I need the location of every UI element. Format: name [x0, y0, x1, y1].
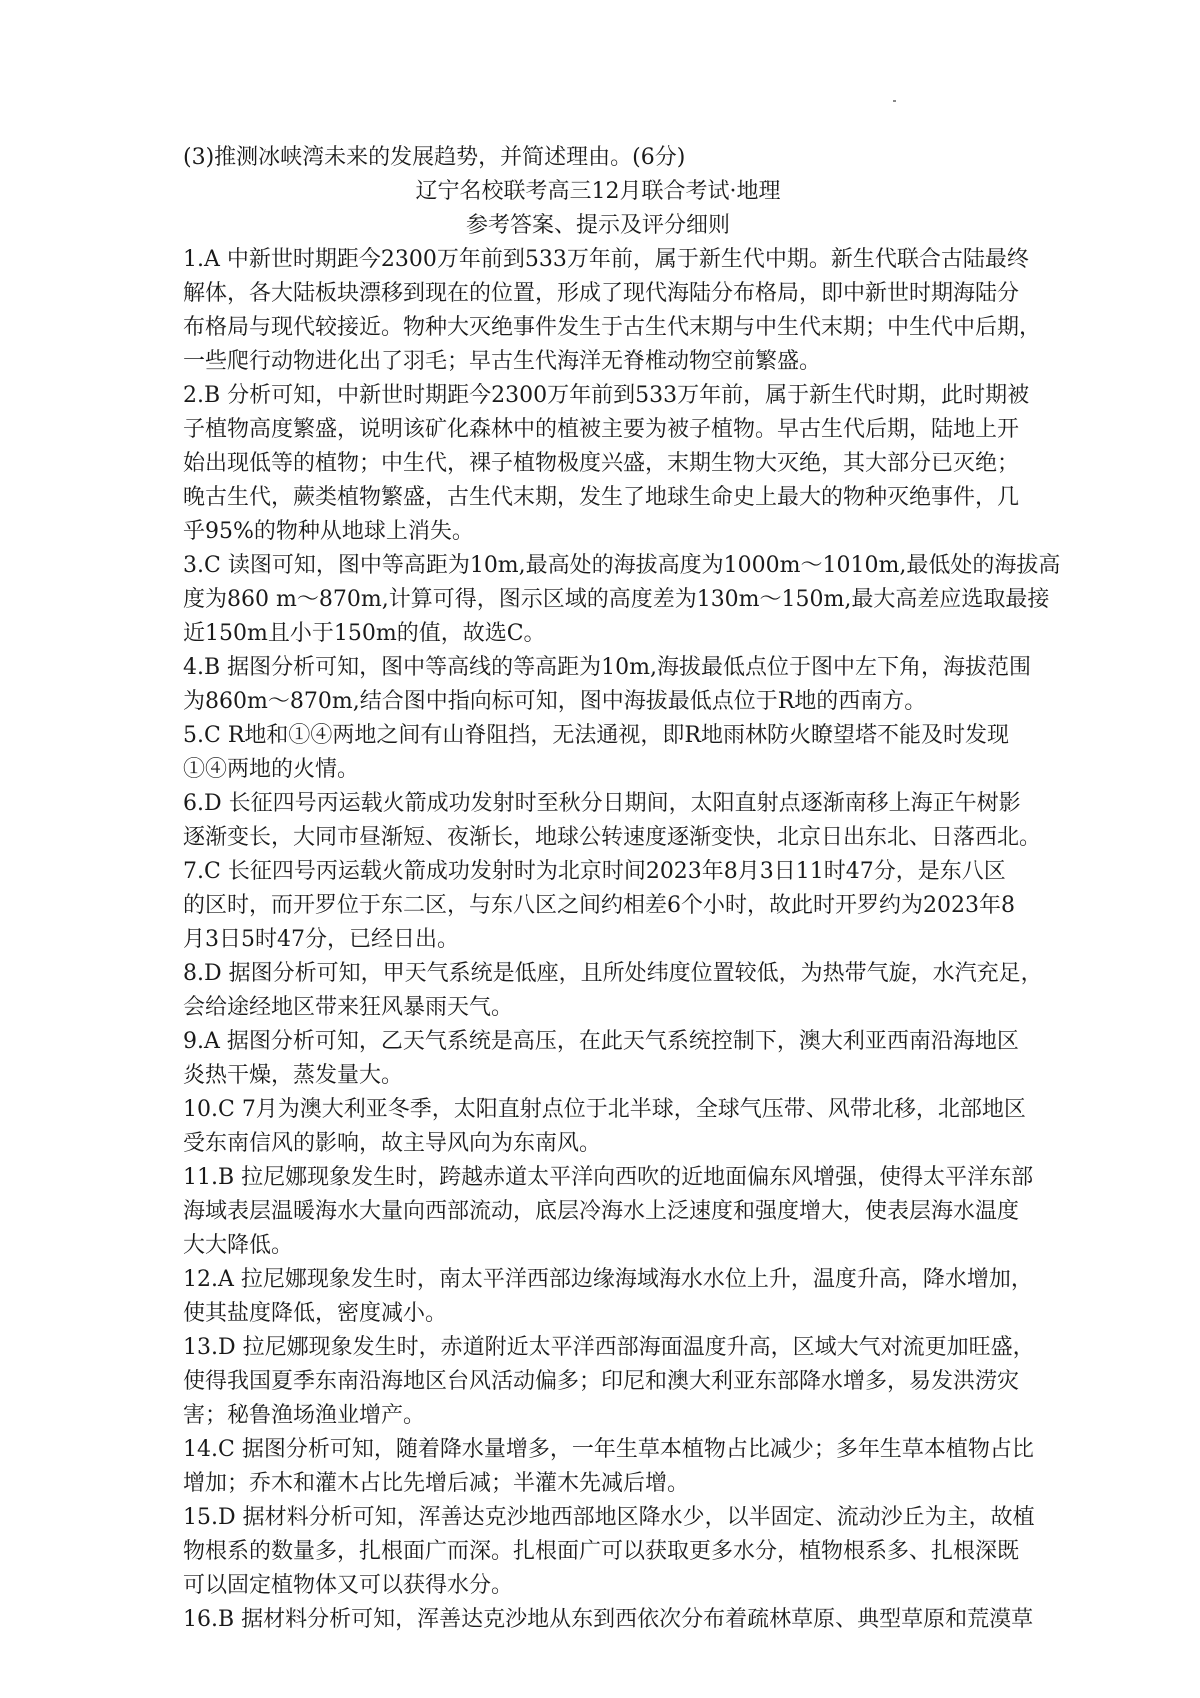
answer-item — [183, 1603, 1033, 1637]
answer-line: 8.D 据图分析可知，甲天气系统是低座，且所处纬度位置较低，为热带气旋，水汽充足， — [183, 961, 1043, 986]
answer-line: 使得我国夏季东南沿海地区台风活动偏多；印尼和澳大利亚东部降水增多，易发洪涝灾 — [183, 1369, 1020, 1394]
answer-item — [183, 787, 1042, 855]
answer-line: 物根系的数量多，扎根面广而深。扎根面广可以获取更多水分，植物根系多、扎根深既 — [183, 1539, 1020, 1564]
answer-line: 害；秘鲁渔场渔业增产。 — [183, 1403, 426, 1428]
answer-line: 使其盐度降低，密度减小。 — [183, 1301, 448, 1326]
answer-line: 近150m且小于150m的值，故选C。 — [183, 621, 546, 646]
exam-title: 辽宁名校联考高三12月联合考试·地理 — [415, 179, 781, 204]
answer-line: 16.B 据材料分析可知，浑善达克沙地从东到西依次分布着疏林草原、典型草原和荒漠草 — [183, 1607, 1034, 1632]
answer-line: 的区时，而开罗位于东二区，与东八区之间约相差6个小时，故此时开罗约为2023年8 — [183, 893, 1015, 918]
answer-line: 乎95%的物种从地球上消失。 — [183, 519, 474, 544]
answer-line: 7.C 长征四号丙运载火箭成功发射时为北京时间2023年8月3日11时47分，是东八区 — [183, 859, 1006, 884]
answer-line: ①④两地的火情。 — [183, 757, 360, 782]
answer-line: 4.B 据图分析可知，图中等高线的等高距为10m,海拔最低点位于图中左下角，海拔范围 — [183, 655, 1032, 680]
question-3-line: (3)推测冰峡湾未来的发展趋势，并简述理由。(6分) — [183, 145, 686, 170]
answer-line: 为860m～870m,结合图中指向标可知，图中海拔最低点位于R地的西南方。 — [183, 689, 927, 714]
answer-line: 会给途经地区带来狂风暴雨天气。 — [183, 995, 514, 1020]
answer-item — [183, 651, 1033, 719]
answer-line: 解体，各大陆板块漂移到现在的位置，形成了现代海陆分布格局，即中新世时期海陆分 — [183, 281, 1020, 306]
answer-line: 13.D 拉尼娜现象发生时，赤道附近太平洋西部海面温度升高，区域大气对流更加旺盛， — [183, 1335, 1035, 1360]
answer-line: 9.A 据图分析可知，乙天气系统是高压，在此天气系统控制下，澳大利亚西南沿海地区 — [183, 1029, 1019, 1054]
answer-line: 增加；乔木和灌木占比先增后减；半灌木先减后增。 — [183, 1471, 690, 1496]
answer-line: 子植物高度繁盛，说明该矿化森林中的植被主要为被子植物。早古生代后期，陆地上开 — [183, 417, 1020, 442]
answer-line: 可以固定植物体又可以获得水分。 — [183, 1573, 514, 1598]
answer-item — [183, 855, 1033, 957]
answer-line: 2.B 分析可知，中新世时期距今2300万年前到533万年前，属于新生代时期，此时期被 — [183, 383, 1030, 408]
answer-item — [183, 957, 1043, 1025]
answer-item — [183, 1263, 1033, 1331]
answer-list — [183, 243, 1061, 1637]
answer-line: 3.C 读图可知，图中等高距为10m,最高处的海拔高度为1000m～1010m,最低处的海拔高 — [183, 553, 1061, 578]
answer-item — [183, 549, 1061, 651]
answer-line: 布格局与现代较接近。物种大灭绝事件发生于古生代末期与中生代末期；中生代中后期， — [183, 315, 1042, 340]
answer-item — [183, 719, 1033, 787]
answer-item — [183, 379, 1033, 549]
answer-line: 14.C 据图分析可知，随着降水量增多，一年生草本植物占比减少；多年生草本植物占比 — [183, 1437, 1034, 1462]
answer-line: 10.C 7月为澳大利亚冬季，太阳直射点位于北半球，全球气压带、风带北移，北部地区 — [183, 1097, 1026, 1122]
answer-item — [183, 1025, 1033, 1093]
scan-speck — [893, 100, 896, 102]
answer-line: 15.D 据材料分析可知，浑善达克沙地西部地区降水少，以半固定、流动沙丘为主，故植 — [183, 1505, 1035, 1530]
answer-item — [183, 1093, 1033, 1161]
answer-line: 逐渐变长，大同市昼渐短、夜渐长，地球公转速度逐渐变快，北京日出东北、日落西北。 — [183, 825, 1042, 850]
answer-line: 始出现低等的植物；中生代，裸子植物极度兴盛，末期生物大灭绝，其大部分已灭绝； — [183, 451, 1020, 476]
answer-line: 11.B 拉尼娜现象发生时，跨越赤道太平洋向西吹的近地面偏东风增强，使得太平洋东部 — [183, 1165, 1034, 1190]
answer-line: 6.D 长征四号丙运载火箭成功发射时至秋分日期间，太阳直射点逐渐南移上海正午树影 — [183, 791, 1021, 816]
answer-line: 12.A 拉尼娜现象发生时，南太平洋西部边缘海域海水水位上升，温度升高，降水增加， — [183, 1267, 1033, 1292]
answer-item — [183, 1433, 1033, 1501]
answer-line: 受东南信风的影响，故主导风向为东南风。 — [183, 1131, 602, 1156]
answer-line: 海域表层温暖海水大量向西部流动，底层冷海水上泛速度和强度增大，使表层海水温度 — [183, 1199, 1020, 1224]
answer-item — [183, 1501, 1033, 1603]
answer-line: 度为860 m～870m,计算可得，图示区域的高度差为130m～150m,最大高差应选取最接 — [183, 587, 1050, 612]
answer-line: 一些爬行动物进化出了羽毛；早古生代海洋无脊椎动物空前繁盛。 — [183, 349, 822, 374]
answer-line: 1.A 中新世时期距今2300万年前到533万年前，属于新生代中期。新生代联合古陆最终 — [183, 247, 1029, 272]
answer-line: 月3日5时47分，已经日出。 — [183, 927, 459, 952]
answer-line: 晚古生代，蕨类植物繁盛，古生代末期，发生了地球生命史上最大的物种灭绝事件，几 — [183, 485, 1020, 510]
answer-item — [183, 1161, 1033, 1263]
answer-line: 炎热干燥，蒸发量大。 — [183, 1063, 404, 1088]
answer-item — [183, 243, 1042, 379]
answer-line: 大大降低。 — [183, 1233, 294, 1258]
answer-line: 5.C R地和①④两地之间有山脊阻挡，无法通视，即R地雨林防火瞭望塔不能及时发现 — [183, 723, 1009, 748]
answer-item — [183, 1331, 1033, 1433]
answer-key-title: 参考答案、提示及评分细则 — [465, 213, 730, 238]
answer-sheet-page — [183, 141, 1061, 1637]
